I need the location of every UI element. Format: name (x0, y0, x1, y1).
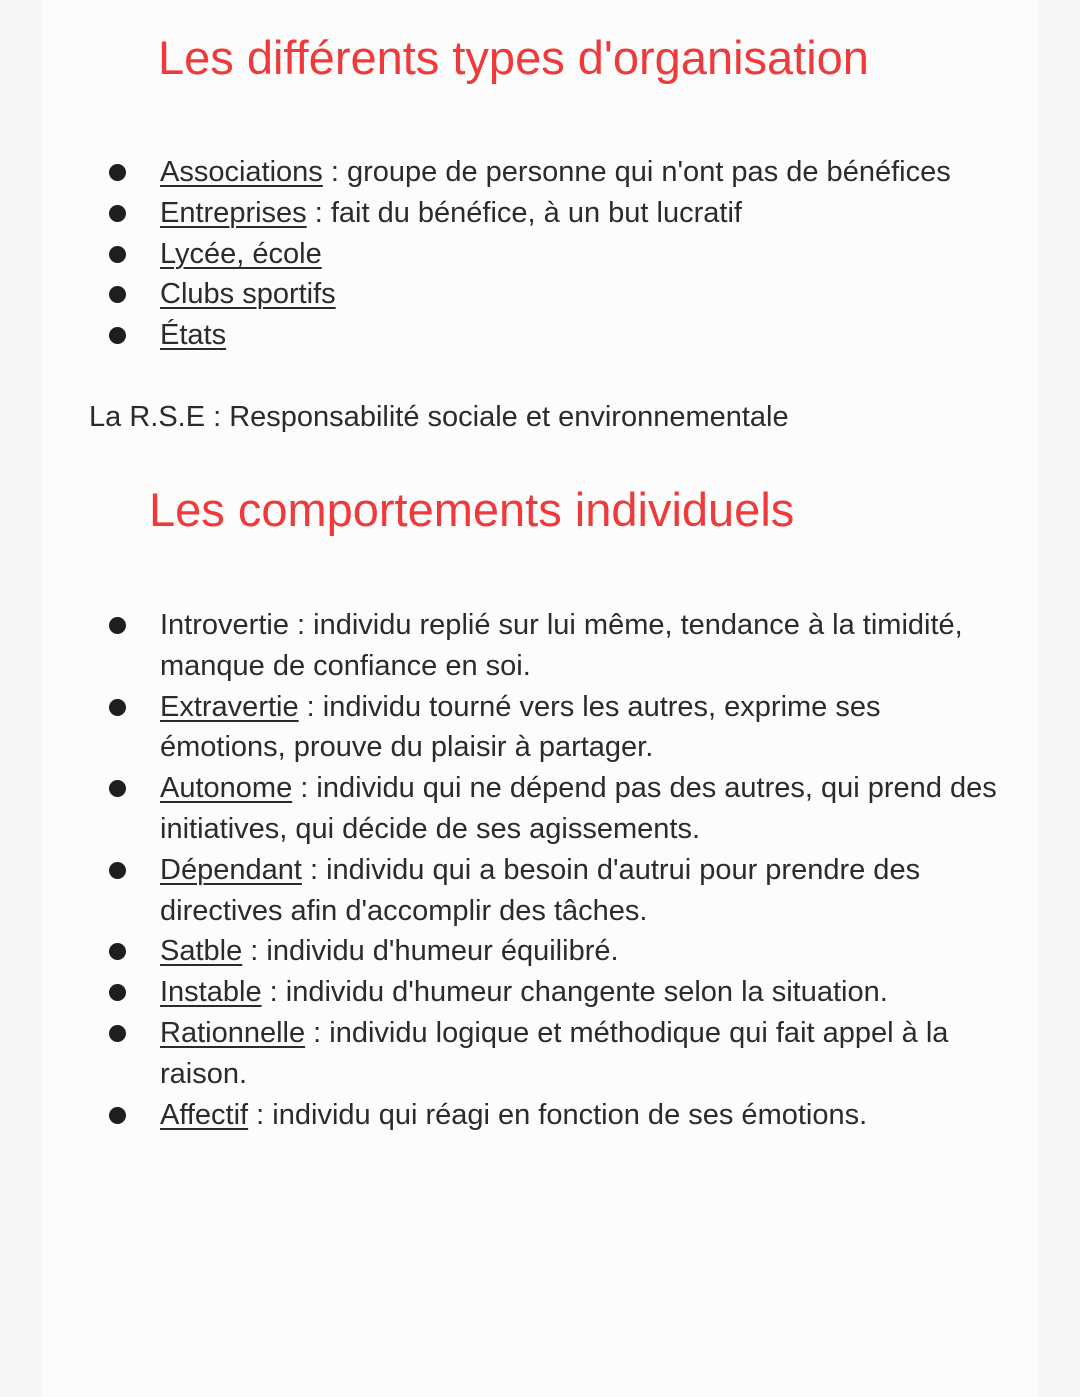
bullet-icon (109, 286, 126, 303)
bullet-icon (109, 1025, 126, 1042)
bullet-icon (109, 862, 126, 879)
term-lycee-ecole: Lycée, école (160, 237, 322, 270)
definition: : individu qui réagi en fonction de ses émotions. (248, 1098, 868, 1131)
list-item (0, 152, 1080, 193)
list-item (0, 1095, 1080, 1136)
term-autonome: Autonome (160, 772, 293, 805)
organisation-types-list (0, 152, 1080, 356)
term-associations: Associations (160, 156, 323, 188)
definition: : individu tourné vers les autres, exprime ses émotions, prouve du plaisir à partager. (160, 690, 881, 764)
individual-behaviours-list (0, 605, 1080, 1135)
rse-note: La R.S.E : Responsabilité sociale et environnementale (89, 401, 789, 433)
list-item (0, 193, 1080, 234)
bullet-icon (109, 984, 126, 1001)
term-extravertie: Extravertie (160, 690, 299, 723)
list-item (0, 687, 1080, 769)
bullet-icon (109, 617, 126, 634)
term-introvertie: Introvertie (160, 609, 289, 641)
list-item (0, 972, 1080, 1013)
term-etats: États (160, 319, 227, 352)
definition: : individu qui ne dépend pas des autres, qui prend des initiatives, qui décide de ses agissements. (160, 772, 997, 845)
term-clubs-sportifs: Clubs sportifs (160, 278, 336, 311)
section-title-individual-behaviours: Les comportements individuels (149, 483, 795, 536)
term-rationnelle: Rationnelle (160, 1016, 306, 1049)
term-instable: Instable (160, 976, 262, 1009)
term-affectif: Affectif (160, 1098, 249, 1131)
list-item (0, 274, 1080, 315)
term-satble: Satble (160, 935, 243, 968)
bullet-icon (109, 205, 126, 222)
list-item (0, 605, 1080, 687)
bullet-icon (109, 246, 126, 263)
list-item (0, 1013, 1080, 1095)
definition: : individu d'humeur équilibré. (242, 935, 619, 968)
definition: : individu d'humeur changente selon la situation. (261, 976, 888, 1009)
list-item (0, 234, 1080, 275)
section-title-organisation-types: Les différents types d'organisation (158, 31, 869, 84)
bullet-icon (109, 943, 126, 960)
bullet-icon (109, 699, 126, 716)
bullet-icon (109, 1107, 126, 1124)
definition: : individu qui a besoin d'autrui pour prendre des directives afin d'accomplir des tâches. (160, 853, 921, 927)
term-dependant: Dépendant (160, 853, 302, 886)
definition: : groupe de personne qui n'ont pas de bénéfices (322, 156, 951, 188)
bullet-icon (109, 164, 126, 181)
term-entreprises: Entreprises (160, 196, 307, 229)
list-item (0, 931, 1080, 972)
definition: : individu replié sur lui même, tendance à la timidité, manque de confiance en soi. (160, 609, 963, 682)
definition: : fait du bénéfice, à un but lucratif (306, 196, 742, 229)
list-item (0, 315, 1080, 356)
list-item (0, 768, 1080, 850)
bullet-icon (109, 780, 126, 797)
list-item (0, 850, 1080, 932)
bullet-icon (109, 327, 126, 344)
definition: : individu logique et méthodique qui fait appel à la raison. (160, 1016, 949, 1090)
